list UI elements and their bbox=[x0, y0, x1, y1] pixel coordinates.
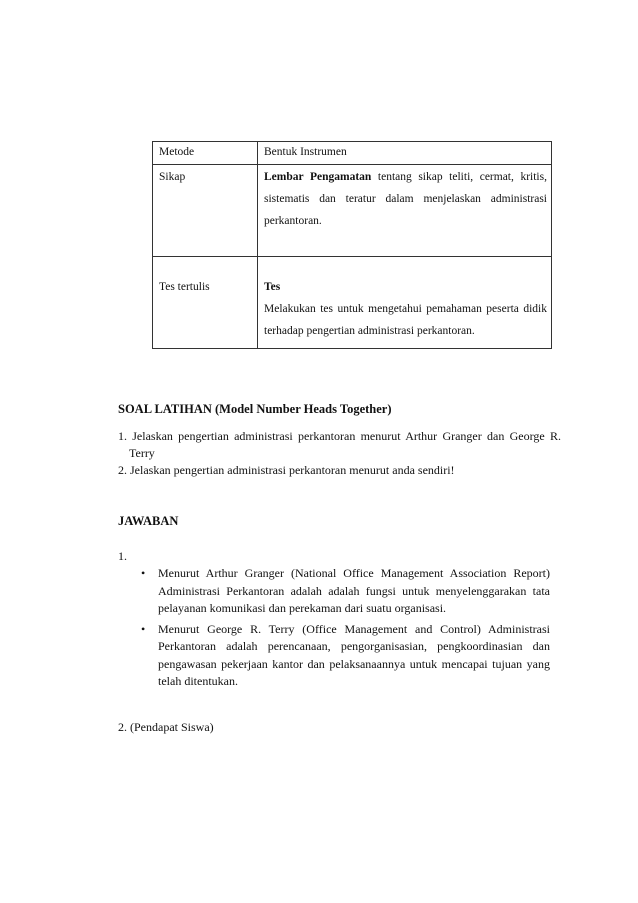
soal-section bbox=[118, 401, 550, 418]
bullet-icon: • bbox=[141, 621, 146, 636]
instrument-description: tentang sikap teliti, cermat, kritis, sistematis dan teratur dalam menjelaskan administrasi perkantoran. bbox=[264, 171, 547, 227]
soal-title: SOAL LATIHAN (Model Number Heads Together) bbox=[118, 402, 392, 416]
instrument-tes bbox=[264, 257, 547, 342]
instrument-title: Lembar Pengamatan bbox=[264, 171, 372, 183]
table-row bbox=[153, 165, 552, 257]
method-cell bbox=[153, 165, 258, 257]
jawaban-section bbox=[118, 513, 550, 530]
header-method: Metode bbox=[153, 142, 258, 165]
instrument-title: Tes bbox=[264, 281, 281, 293]
jawaban-number-1: 1. bbox=[118, 549, 127, 563]
header-instrument: Bentuk Instrumen bbox=[258, 142, 552, 165]
assessment-table bbox=[152, 141, 552, 349]
table-row bbox=[153, 257, 552, 349]
method-tes: Tes tertulis bbox=[159, 281, 210, 293]
instrument-cell bbox=[258, 257, 552, 349]
jawaban-list bbox=[118, 565, 550, 691]
jawaban-title: JAWABAN bbox=[118, 514, 179, 528]
answer-text: Menurut George R. Terry (Office Management and Control) Administrasi Perkantoran adalah perencanaan, pengorganisasian, pengkoordinasian dan pengawasan pekerjaan kantor dan pelaksanaannya untuk mencapai tujuan yang telah ditentukan. bbox=[158, 621, 550, 688]
answer-text: Menurut Arthur Granger (National Office Management Association Report) Administrasi Perkantoran adalah adalah fungsi untuk menyelenggarakan tata pelayanan komunikasi dan perekaman dari suatu organisasi. bbox=[158, 566, 550, 615]
instrument-cell bbox=[258, 165, 552, 257]
jawaban-number-2: 2. (Pendapat Siswa) bbox=[118, 720, 214, 734]
bullet-icon: • bbox=[141, 566, 146, 580]
soal-item: 2. Jelaskan pengertian administrasi perkantoran menurut anda sendiri! bbox=[118, 463, 455, 477]
list-item bbox=[118, 621, 550, 691]
soal-item: 1. Jelaskan pengertian administrasi perkantoran menurut Arthur Granger dan George R. Terry bbox=[118, 429, 561, 460]
instrument-sikap bbox=[264, 165, 547, 232]
method-sikap: Sikap bbox=[159, 171, 186, 183]
table-header-row bbox=[153, 142, 552, 165]
method-cell bbox=[153, 257, 258, 349]
instrument-description: Melakukan tes untuk mengetahui pemahaman peserta didik terhadap pengertian administrasi perkantoran. bbox=[264, 303, 547, 337]
list-item bbox=[118, 565, 550, 618]
